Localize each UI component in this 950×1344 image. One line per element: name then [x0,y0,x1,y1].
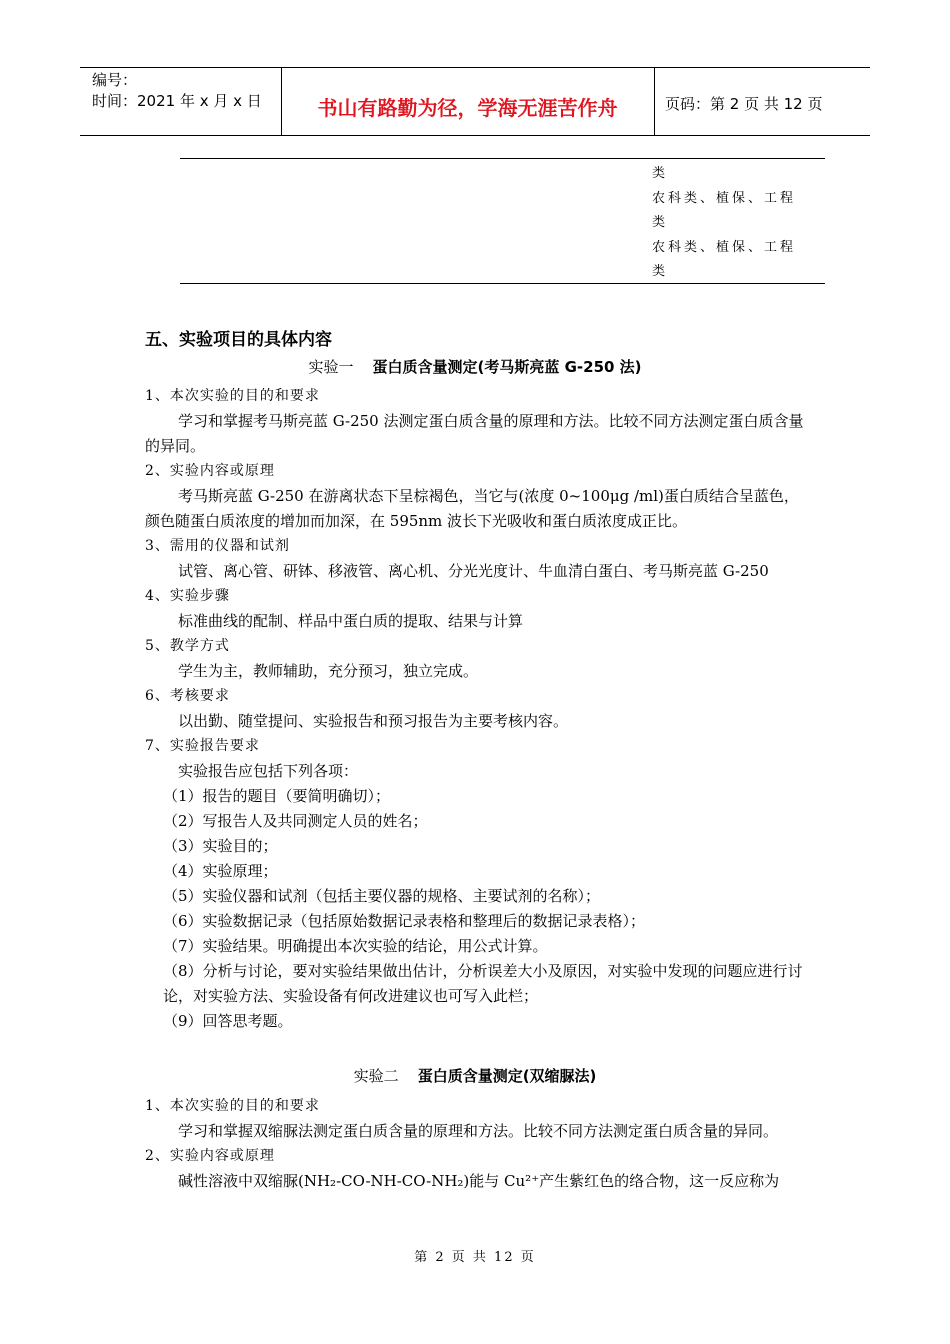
header-divider-right [654,67,655,135]
exp1-s6-title: 6、考核要求 [145,688,230,704]
header-page-number: 页码：第 2 页 共 12 页 [665,95,823,113]
table-line: 类 [652,166,669,181]
table-line: 农科类、植保、工程 [652,190,797,206]
report-item: （7）实验结果。明确提出本次实验的结论，用公式计算。 [163,937,548,955]
exp1-s6-text: 以出勤、随堂提问、实验报告和预习报告为主要考核内容。 [178,712,569,730]
header-info [92,70,262,112]
section-title: 五、实验项目的具体内容 [145,330,332,350]
header-motto: 书山有路勤为径，学海无涯苦作舟 [317,96,618,120]
exp2-label: 实验二 [353,1067,399,1085]
header-top-rule [80,67,870,68]
exp1-body [145,384,810,1034]
exp1-s4-text: 标准曲线的配制、样品中蛋白质的提取、结果与计算 [178,612,524,630]
exp1-s5-text: 学生为主，教师辅助，充分预习，独立完成。 [178,662,479,680]
table-line: 类 [652,215,669,230]
exp1-s5-title: 5、教学方式 [145,638,230,654]
report-item: （2）写报告人及共同测定人员的姓名； [163,812,428,830]
exp2-s2-title: 2、实验内容或原理 [145,1148,275,1164]
exp2-name: 蛋白质含量测定(双缩脲法) [417,1067,597,1085]
exp1-s7-intro: 实验报告应包括下列各项： [178,762,359,780]
exp1-s7-title: 7、实验报告要求 [145,738,260,754]
report-item: （6）实验数据记录（包括原始数据记录表格和整理后的数据记录表格）； [163,912,646,930]
table-top-rule [180,158,825,159]
page-footer: 第 2 页 共 12 页 [414,1250,536,1265]
exp2-s1-text: 学习和掌握双缩脲法测定蛋白质含量的原理和方法。比较不同方法测定蛋白质含量的异同。 [178,1122,779,1140]
exp1-label: 实验一 [308,358,354,376]
table-line: 类 [652,264,669,279]
header-bottom-rule [80,135,870,136]
exp1-s1-text: 学习和掌握考马斯亮蓝 G-250 法测定蛋白质含量的原理和方法。比较不同方法测定蛋白质含量的异同。 [145,412,804,455]
exp1-s2-title: 2、实验内容或原理 [145,463,275,479]
report-item-text: （8）分析与讨论，要对实验结果做出估计，分析误差大小及原因，对实验中发现的问题应进行讨论，对实验方法、实验设备有何改进建议也可写入此栏； [163,962,803,1005]
report-item: （3）实验目的； [163,837,278,855]
exp1-s3-title: 3、需用的仪器和试剂 [145,538,290,554]
header-time: 时间：2021 年 x 月 x 日 [92,92,262,110]
exp1-title [0,356,950,377]
exp2-title [0,1065,950,1086]
report-item [145,959,810,1009]
exp1-s2-text: 考马斯亮蓝 G-250 在游离状态下呈棕褐色，当它与(浓度 0~100μg /ml)蛋白质结合呈蓝色，颜色随蛋白质浓度的增加而加深，在 595nm 波长下光吸收和蛋白质浓度成正比。 [145,487,799,530]
report-item: （1）报告的题目（要简明确切）； [163,787,391,805]
header-number: 编号： [92,71,138,89]
report-item: （4）实验原理； [163,862,278,880]
table-line: 农科类、植保、工程 [652,239,797,255]
table-bottom-rule [180,283,825,284]
exp1-s3-text: 试管、离心管、研钵、移液管、离心机、分光光度计、牛血清白蛋白、考马斯亮蓝 G-250 [178,562,769,580]
table-cell [652,162,796,285]
exp2-body [145,1094,810,1194]
report-item: （5）实验仪器和试剂（包括主要仪器的规格、主要试剂的名称）； [163,887,601,905]
exp1-s4-title: 4、实验步骤 [145,588,230,604]
exp2-s2-text: 碱性溶液中双缩脲(NH₂-CO-NH-CO-NH₂)能与 Cu²⁺产生紫红色的络合物，这一反应称为 [178,1172,780,1190]
report-item: （9）回答思考题。 [163,1012,293,1030]
exp2-s1-title: 1、本次实验的目的和要求 [145,1098,320,1114]
exp1-s1-title: 1、本次实验的目的和要求 [145,388,320,404]
exp1-name: 蛋白质含量测定(考马斯亮蓝 G-250 法) [372,358,642,376]
